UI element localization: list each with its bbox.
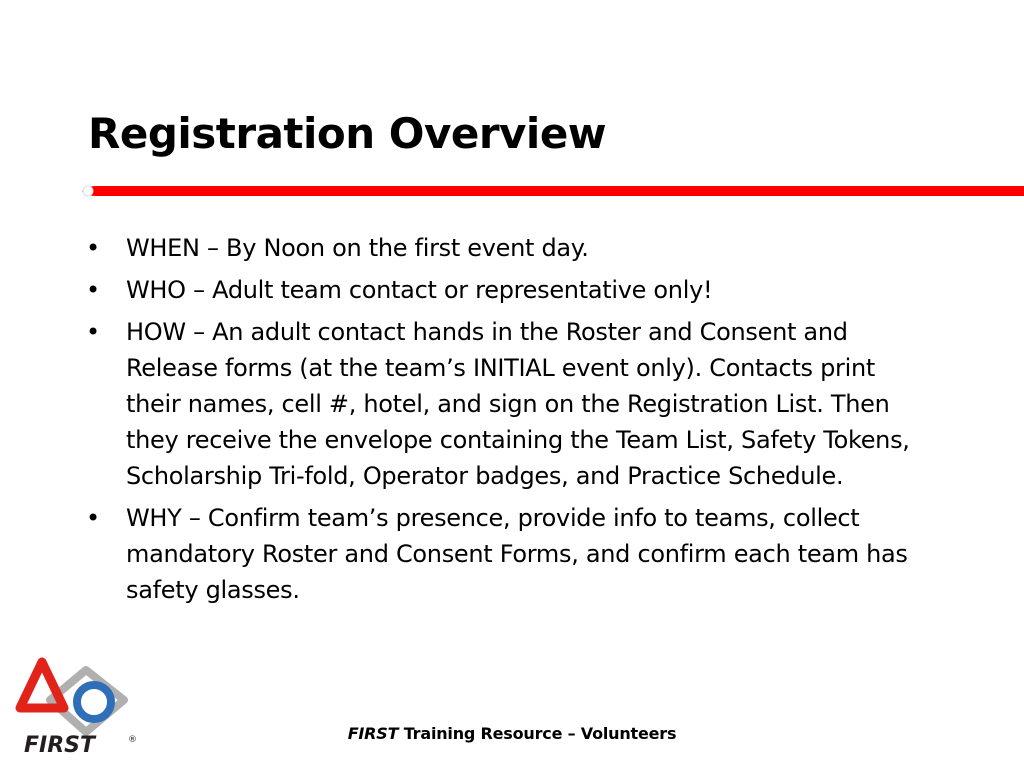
bullet-when	[86, 230, 926, 266]
swoosh-tip	[83, 186, 93, 196]
logo-blue-circle	[77, 685, 111, 719]
footer-content	[348, 722, 677, 746]
bullet-how	[86, 314, 926, 494]
logo-red-triangle	[20, 662, 64, 708]
slide-title: Registration Overview	[88, 109, 607, 158]
slide-footer	[0, 722, 1024, 746]
footer-text: Training Resource – Volunteers	[398, 724, 677, 743]
bullet-text: HOW – An adult contact hands in the Roster and Consent and Release forms (at the team’s INITIAL event only). Contacts print their names, cell #, hotel, and sign on the Registration List. Then they receive the envelope containing the Team List, Safety Tokens, Scholarship Tri-fold, Operator badges, and Practice Schedule.	[126, 318, 910, 490]
bullet-who	[86, 272, 926, 308]
logo-wordmark: FIRST	[24, 733, 96, 758]
logo-registered-mark: ®	[128, 735, 137, 745]
bullet-list	[86, 230, 926, 614]
bullet-why	[86, 500, 926, 608]
bullet-marker: •	[86, 234, 100, 262]
bullet-marker: •	[86, 276, 100, 304]
bullet-text: WHEN – By Noon on the first event day.	[126, 234, 589, 262]
bullet-text: WHY – Confirm team’s presence, provide info to teams, collect mandatory Roster and Consent Forms, and confirm each team has safety glasses.	[126, 504, 908, 604]
bullet-text: WHO – Adult team contact or representative only!	[126, 276, 713, 304]
title-underline-swoosh	[78, 178, 1024, 204]
swoosh-shape	[82, 186, 1024, 196]
bullet-marker: •	[86, 318, 100, 346]
footer-brand: FIRST	[347, 724, 399, 743]
bullet-marker: •	[86, 504, 100, 532]
